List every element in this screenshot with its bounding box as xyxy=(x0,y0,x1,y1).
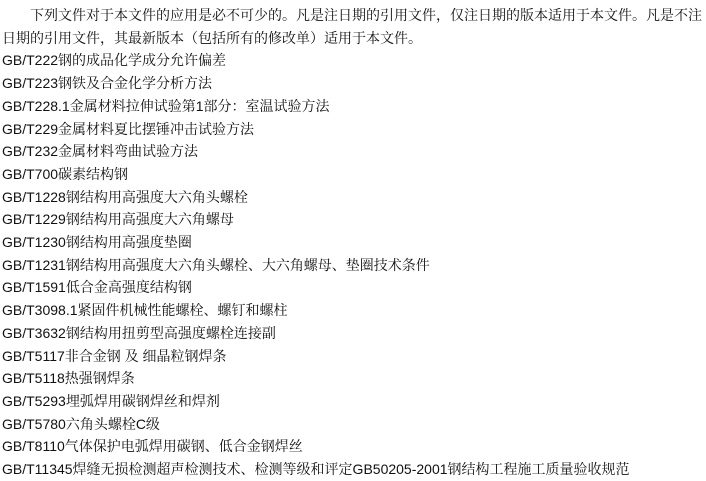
reference-item: GB/T222钢的成品化学成分允许偏差 xyxy=(2,52,227,69)
reference-item: GB/T1230钢结构用高强度垫圈 xyxy=(2,234,192,251)
reference-item: GB/T11345焊缝无损检测超声检测技术、检测等级和评定GB50205-2001钢结构工程施工质量验收规范 xyxy=(2,461,630,478)
reference-item: GB/T1231钢结构用高强度大六角头螺栓、大六角螺母、垫圈技术条件 xyxy=(2,256,430,273)
reference-item: GB/T1228钢结构用高强度大六角头螺栓 xyxy=(2,188,248,205)
reference-item: GB/T228.1金属材料拉伸试验第1部分：室温试验方法 xyxy=(2,97,330,114)
reference-item: GB/T700碳素结构钢 xyxy=(2,165,129,182)
reference-item: GB/T5118热强钢焊条 xyxy=(2,370,135,387)
intro-paragraph: 下列文件对于本文件的应用是必不可少的。凡是注日期的引用文件，仅注日期的版本适用于本文件。凡是不注日期的引用文件，其最新版本（包括所有的修改单）适用于本文件。 xyxy=(2,7,702,46)
reference-item: GB/T232金属材料弯曲试验方法 xyxy=(2,143,199,160)
reference-item: GB/T223钢铁及合金化学分析方法 xyxy=(2,75,213,92)
reference-item: GB/T3098.1紧固件机械性能螺栓、螺钉和螺柱 xyxy=(2,302,288,319)
reference-item: GB/T1229钢结构用高强度大六角螺母 xyxy=(2,211,234,228)
reference-item: GB/T5117非合金钢 及 细晶粒钢焊条 xyxy=(2,347,227,364)
reference-item: GB/T5780六角头螺栓C级 xyxy=(2,415,160,432)
reference-item: GB/T5293埋弧焊用碳钢焊丝和焊剂 xyxy=(2,392,220,409)
reference-item: GB/T8110气体保护电弧焊用碳钢、低合金钢焊丝 xyxy=(2,438,303,455)
reference-item: GB/T229金属材料夏比摆锤冲击试验方法 xyxy=(2,120,255,137)
reference-item: GB/T3632钢结构用扭剪型高强度螺栓连接副 xyxy=(2,324,276,341)
reference-item: GB/T1591低合金高强度结构钢 xyxy=(2,279,192,296)
reference-list xyxy=(2,49,706,480)
